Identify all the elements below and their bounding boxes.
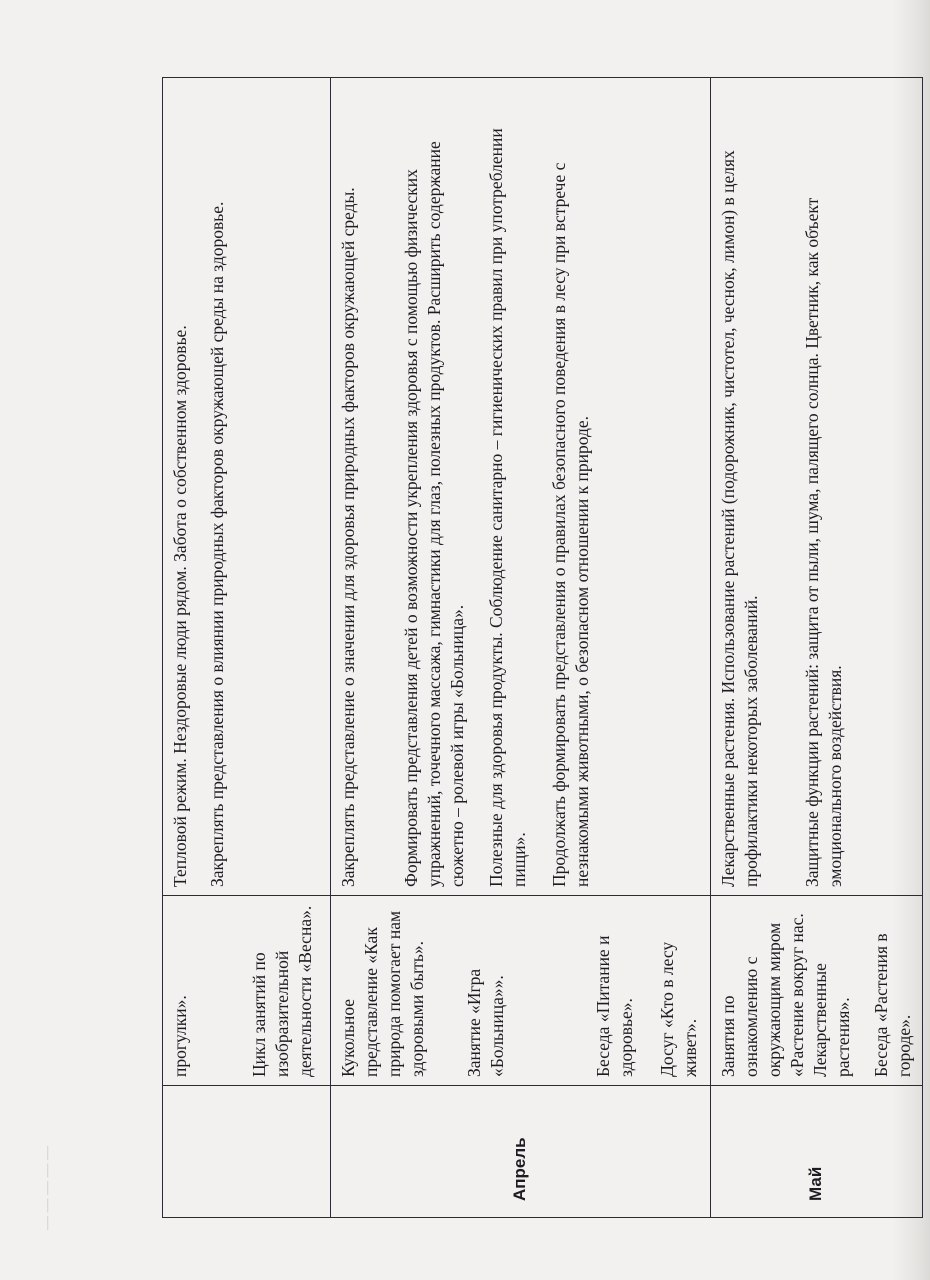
content-text: Тепловой режим. Нездоровые люди рядом. Забота о собственном здоровье. xyxy=(170,325,190,887)
table-row xyxy=(711,78,923,1218)
event-cell xyxy=(331,896,711,1086)
content-text: Защитные функции растений: защита от пыли, шума, палящего солнца. Цветник, как объект эмоционального воздействия. xyxy=(802,197,846,887)
event-text: Беседа «Питание и здоровье». xyxy=(592,935,636,1077)
event-text: Занятие «Игра «Больница»». xyxy=(464,968,508,1077)
event-text: Досуг «Кто в лесу живет». xyxy=(656,941,700,1077)
content-text: Лекарственные растения. Использование растений (подорожник, чистотел, чеснок, лимон) в целях профилактики некоторых заболеваний. xyxy=(718,150,762,887)
content-cell xyxy=(711,78,923,896)
content-text: Продолжать формировать представления о правилах безопасного поведения в лесу при встрече с незнакомыми животными, о безопасном отношении к природе. xyxy=(548,162,592,887)
event-text: Беседа «Растения в городе». xyxy=(870,933,914,1077)
content-text: Закреплять представления о влиянии природных факторов окружающей среды на здоровье. xyxy=(207,201,228,887)
event-cell xyxy=(711,896,923,1086)
content-text: Полезные для здоровья продукты. Соблюдение санитарно – гигиенических правил при употреблении пищи». xyxy=(486,128,530,887)
event-text: Кукольное представление «Как природа помогает нам здоровыми быть». xyxy=(338,910,428,1077)
table-row xyxy=(331,78,711,1218)
table-row xyxy=(163,78,331,1218)
plan-table xyxy=(162,77,923,1218)
month-cell xyxy=(163,1086,331,1218)
content-text: Закреплять представление о значении для здоровья природных факторов окружающей среды. xyxy=(338,187,358,887)
content-cell xyxy=(331,78,711,896)
event-text: Занятия по ознакомлению с окружающим миром «Растение вокруг нас. Лекарственные растения». xyxy=(718,913,854,1077)
event-text: Цикл занятий по изобразительной деятельности «Весна». xyxy=(249,905,316,1077)
rotated-page xyxy=(162,78,914,1218)
month-cell: Май xyxy=(711,1086,923,1218)
bleed-through-text: — — — — — xyxy=(40,1146,55,1230)
event-cell xyxy=(163,896,331,1086)
content-cell xyxy=(163,78,331,896)
content-text: Формировать представления детей о возможности укрепления здоровья с помощью физических упражнений, точечного массажа, гимнастики для глаз, полезных продуктов. Расширить содержание сюжетно – ролевой игры «Больница». xyxy=(401,141,468,887)
event-text: прогулки». xyxy=(170,995,190,1077)
month-cell: Апрель xyxy=(331,1086,711,1218)
